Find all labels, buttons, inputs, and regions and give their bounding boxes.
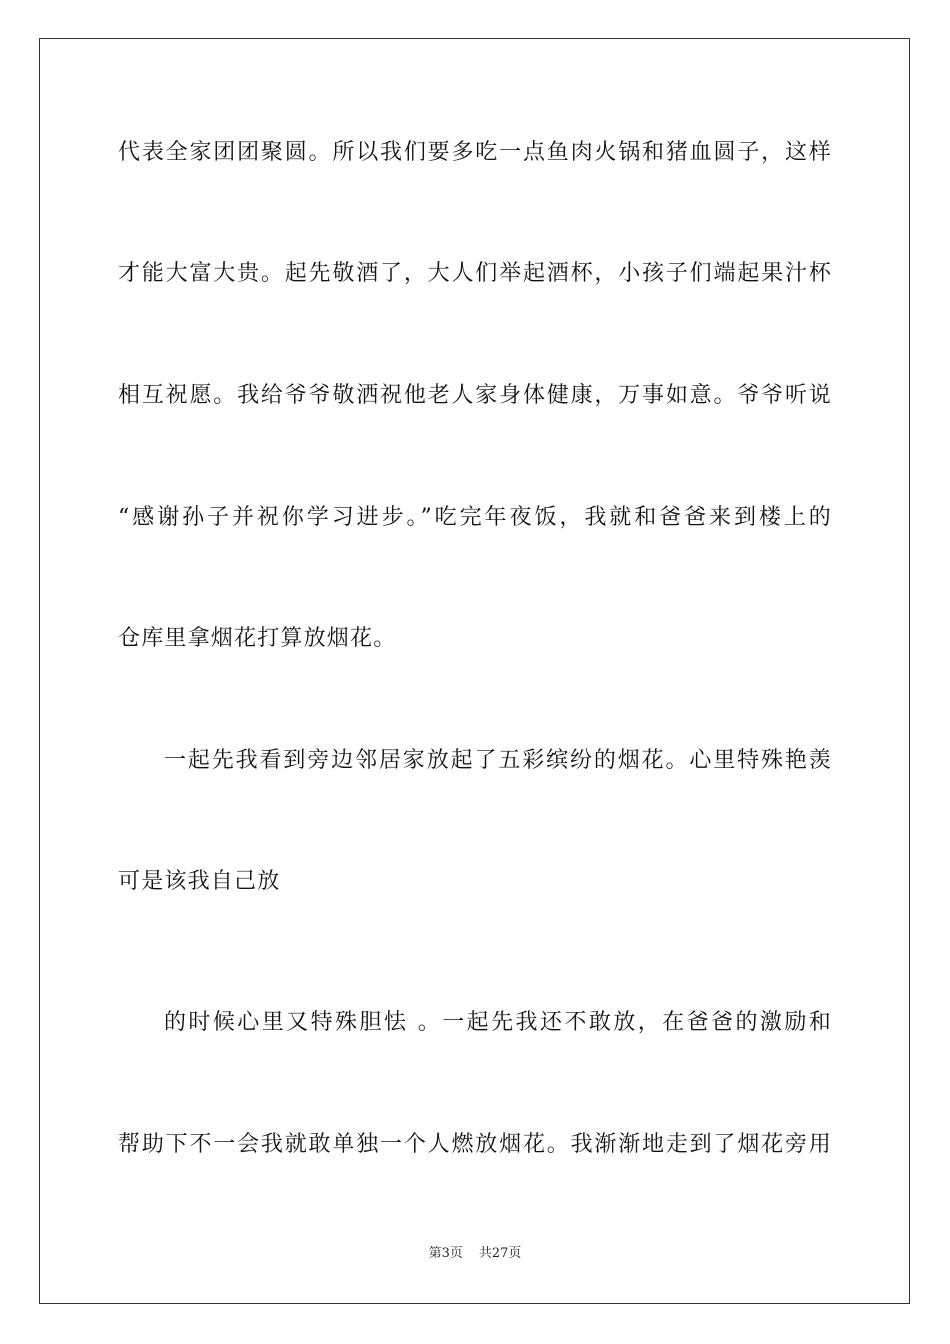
body-text-line-4: “感谢孙子并祝你学习进步。”吃完年夜饭，我就和爸爸来到楼上的: [118, 505, 832, 530]
page-total: 共27页: [478, 1246, 522, 1261]
body-text-line-5: 仓库里拿烟花打算放烟花。: [118, 626, 397, 651]
body-text-line-1: 代表全家团团聚圆。所以我们要多吃一点鱼肉火锅和猪血圆子，这样: [118, 140, 832, 165]
body-text-line-6: 一起先我看到旁边邻居家放起了五彩缤纷的烟花。心里特殊艳羡: [164, 748, 832, 773]
body-text-line-2: 才能大富大贵。起先敬酒了，大人们举起酒杯，小孩子们端起果汁杯: [118, 261, 832, 286]
body-text-line-7: 可是该我自己放: [118, 869, 281, 894]
page-number: 第3页: [428, 1246, 463, 1261]
body-text-line-3: 相互祝愿。我给爷爷敬洒祝他老人家身体健康，万事如意。爷爷听说: [118, 383, 832, 408]
body-text-line-8: 的时候心里又特殊胆怯 。一起先我还不敢放，在爸爸的激励和: [164, 1010, 832, 1035]
page-border: [39, 38, 910, 1304]
body-text-line-9: 帮助下不一会我就敢单独一个人燃放烟花。我渐渐地走到了烟花旁用: [118, 1132, 832, 1157]
page-footer: [0, 1245, 950, 1263]
